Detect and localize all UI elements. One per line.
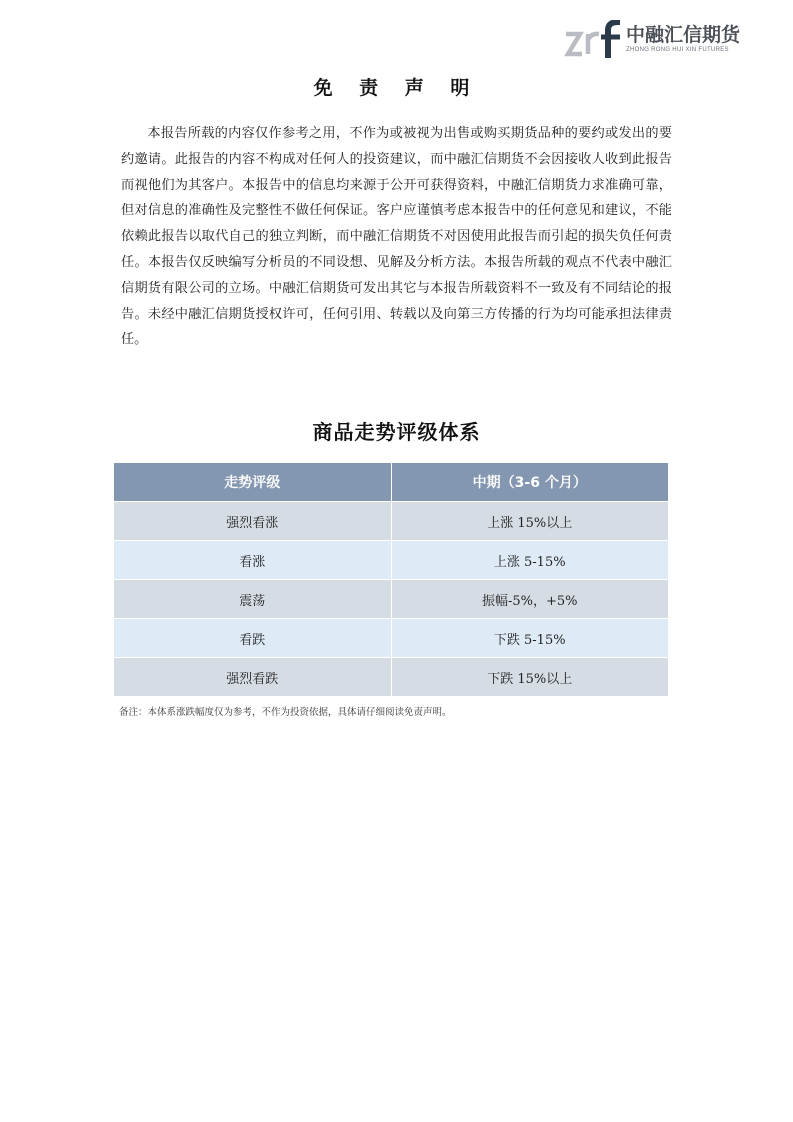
logo-english-name: ZHONG RONG HUI XIN FUTURES xyxy=(626,47,729,53)
column-header-mid-term: 中期（3-6 个月） xyxy=(391,463,668,502)
range-cell: 上涨 5-15% xyxy=(391,541,668,580)
rating-cell: 强烈看跌 xyxy=(114,658,391,697)
disclaimer-body: 本报告所载的内容仅作参考之用，不作为或被视为出售或购买期货品种的要约或发出的要约邀请。此报告的内容不构成对任何人的投资建议，而中融汇信期货不会因接收人收到此报告而视他们为其客户。本报告中的信息均来源于公开可获得资料，中融汇信期货力求准确可靠，但对信息的准确性及完整性不做任何保证。客户应谨慎考虑本报告中的任何意见和建议，不能依赖此报告以取代自己的独立判断，而中融汇信期货不对因使用此报告而引起的损失负任何责任。本报告仅反映编写分析员的不同设想、见解及分析方法。本报告所载的观点不代表中融汇信期货有限公司的立场。中融汇信期货可发出其它与本报告所载资料不一致及有不同结论的报告。未经中融汇信期货授权许可，任何引用、转载以及向第三方传播的行为均可能承担法律责任。 xyxy=(121,126,672,348)
zrf-logo-icon xyxy=(564,20,622,58)
table-row xyxy=(114,580,668,619)
rating-cell: 看涨 xyxy=(114,541,391,580)
table-note: 备注：本体系涨跌幅度仅为参考，不作为投资依据，具体请仔细阅读免责声明。 xyxy=(119,707,452,718)
table-row xyxy=(114,502,668,541)
rating-cell: 看跌 xyxy=(114,619,391,658)
disclaimer-title: 免 责 声 明 xyxy=(313,77,480,99)
rating-table xyxy=(114,463,668,696)
table-row xyxy=(114,619,668,658)
range-cell: 振幅-5%，+5% xyxy=(391,580,668,619)
rating-cell: 震荡 xyxy=(114,580,391,619)
table-row xyxy=(114,541,668,580)
table-row xyxy=(114,658,668,697)
rating-cell: 强烈看涨 xyxy=(114,502,391,541)
rating-system-title: 商品走势评级体系 xyxy=(312,420,481,444)
range-cell: 下跌 5-15% xyxy=(391,619,668,658)
column-header-rating: 走势评级 xyxy=(114,463,391,502)
logo-chinese-name: 中融汇信期货 xyxy=(626,24,741,46)
range-cell: 上涨 15%以上 xyxy=(391,502,668,541)
company-logo xyxy=(564,18,744,60)
table-header-row xyxy=(114,463,668,502)
range-cell: 下跌 15%以上 xyxy=(391,658,668,697)
